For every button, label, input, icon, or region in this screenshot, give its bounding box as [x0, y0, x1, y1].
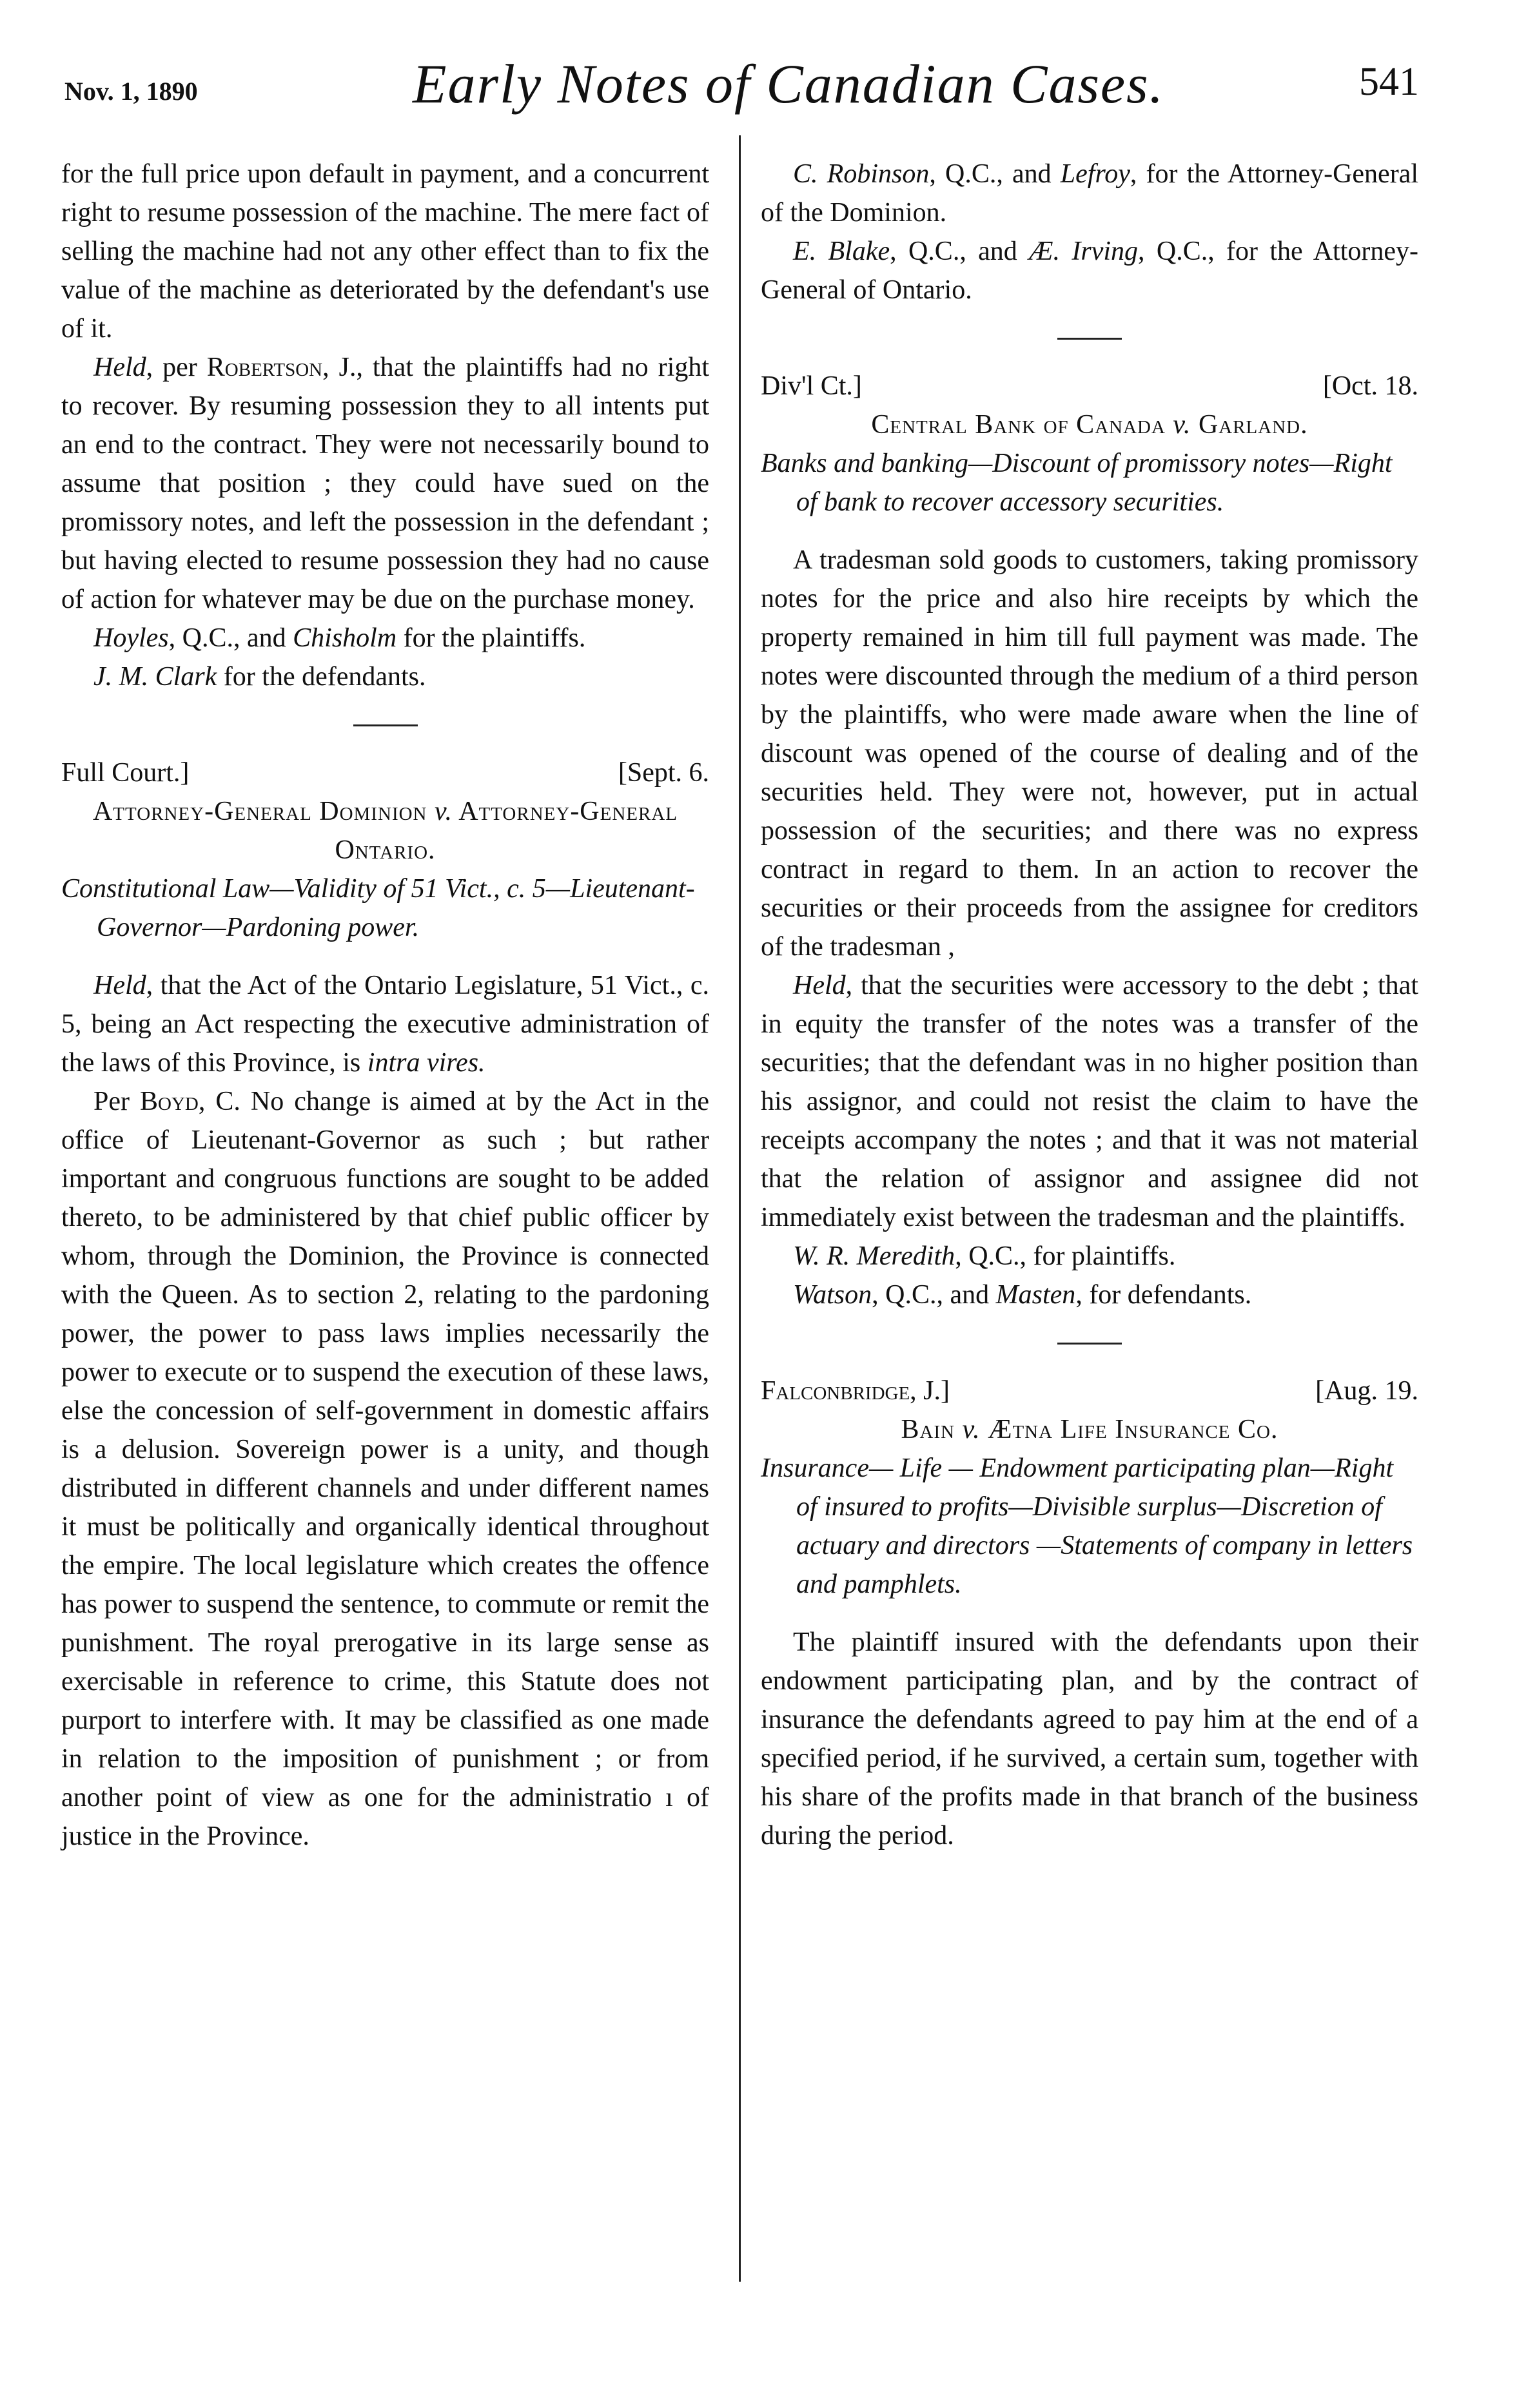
case-title	[761, 1410, 1418, 1449]
decision-date: [Sept. 6.	[618, 758, 709, 788]
counsel-line	[761, 1237, 1418, 1276]
facts-paragraph: The plaintiff insured with the defendants upon their endowment participating plan, and by the contract of insurance the defendants agreed to pay him at the end of a specified period, if he survived, a certain sum, together with his share of the profits made in that branch of the business during the period.	[761, 1627, 1418, 1850]
counsel-text: , Q.C., and	[872, 1280, 996, 1310]
holding-paragraph	[61, 966, 709, 1082]
party-name: Attorney-General Ontario.	[335, 797, 678, 865]
issue-date: Nov. 1, 1890	[64, 77, 198, 106]
versus: v.	[962, 1415, 981, 1444]
party-name: Garland.	[1191, 410, 1308, 440]
counsel-text: , for defendants.	[1075, 1280, 1252, 1310]
court-name: Full Court.]	[61, 758, 190, 788]
facts-paragraph: A tradesman sold goods to customers, taking promissory notes for the price and also hire receipts by which the property remained in him till full payment was made. The notes were discounted through the medium of a third person by the plaintiffs, who were made aware when the line of discount was opened of the course of dealing and of the securities held. They were not, however, put in actual possession of the securities; and there was no express contract in regard to them. In an action to recover the securities or their proceeds from the assignee for creditors of the tradesman ,	[761, 545, 1418, 962]
counsel-text: , for the Attorney-General of the Dominion.	[761, 159, 1418, 228]
holding-text: , J., that the plaintiffs had no right to recover. By resuming possession they to all intents put an end to the contract. They were not necessarily bound to assume that position ; they could have sued on the promissory notes, and left the possession in the defendant ; but having elected to resume possession they had no cause of action for whatever may be due on the purchase money.	[61, 353, 709, 614]
counsel-name: Watson	[793, 1280, 872, 1310]
court-line	[761, 1372, 1418, 1410]
counsel-text: for the defendants.	[217, 662, 426, 692]
section-separator	[353, 724, 418, 726]
decision-date: [Oct. 18.	[1322, 371, 1418, 401]
counsel-text: , Q.C., and	[168, 623, 293, 653]
counsel-name: C. Robinson	[793, 159, 930, 189]
section-separator	[1057, 1343, 1122, 1345]
counsel-name: W. R. Meredith	[793, 1241, 955, 1271]
headnote: Banks and banking—Discount of promissory notes—Right of bank to recover accessory securities.	[761, 449, 1393, 517]
party-name: Bain	[901, 1415, 963, 1444]
court-line	[61, 753, 709, 792]
held-per: , per	[146, 353, 207, 382]
counsel-name: Hoyles	[93, 623, 169, 653]
counsel-line	[61, 657, 709, 696]
section-separator	[1057, 338, 1122, 340]
left-column	[61, 155, 709, 1856]
continued-paragraph: for the full price upon default in payment, and a concurrent right to resume possession of the machine. The mere fact of selling the machine had not any other effect than to fix the value of the machine as deteriorated by the defendant's use of it.	[61, 159, 709, 344]
held-label: Held	[793, 971, 846, 1000]
decision-date: [Aug. 19.	[1315, 1376, 1418, 1406]
holding-paragraph	[61, 348, 709, 619]
judge-name: Robertson	[206, 353, 323, 382]
holding-text: , that the securities were accessory to the debt ; that in equity the transfer of the notes was a transfer of the securities; that the defendant was in no higher position than his assignor, and could not resist the claim to have the receipts accompany the notes ; and that it was not material that the relation of assignor and assignee did not immediately exist between the tradesman and the plaintiffs.	[761, 971, 1418, 1232]
counsel-name: Lefroy	[1060, 159, 1130, 189]
latin-phrase: intra vires.	[367, 1048, 485, 1078]
page-number: 541	[1359, 60, 1419, 104]
judgment-text: , C. No change is aimed at by the Act in the office of Lieutenant-Governor as such ; but rather important and congruous functions are sought to be added thereto, to be administered by that chief public officer by whom, through the Dominion, the Province is connected with the Queen. As to section 2, relating to the pardoning power, the power to pass laws implies necessarily the power to execute or to suspend the execution of these laws, else the concession of self-government in domestic affairs is a delusion. Sovereign power is a unity, and though distributed in different channels and under different names it must be politically and organically identical throughout the empire. The local legislature which creates the offence has power to suspend the sentence, to commute or remit the punishment. The royal prerogative in its large sense as exercisable in reference to crime, this Statute does not purport to interfere with. It may be classified as one made in relation to the imposition of punishment ; or from another point of view as one for the administratio ı of justice in the Province.	[61, 1087, 709, 1851]
counsel-line	[761, 155, 1418, 232]
court-line	[761, 367, 1418, 405]
per-label: Per	[93, 1087, 141, 1116]
holding-text: , that the Act of the Ontario Legislature, 51 Vict., c. 5, being an Act respecting the executive administration of the laws of this Province, is	[61, 971, 709, 1078]
counsel-line	[61, 619, 709, 657]
versus: v.	[434, 797, 453, 826]
court-name: Falconbridge, J.]	[761, 1376, 950, 1406]
counsel-text: , Q.C., for the Attorney-General of Ontario.	[761, 237, 1419, 305]
counsel-name: E. Blake	[793, 237, 890, 266]
page-header	[0, 0, 1537, 129]
party-name: Ætna Life Insurance Co.	[980, 1415, 1278, 1444]
counsel-name: Masten	[995, 1280, 1076, 1310]
holding-paragraph	[761, 966, 1418, 1237]
running-title: Early Notes of Canadian Cases.	[413, 53, 1165, 115]
counsel-name: J. M. Clark	[93, 662, 217, 692]
counsel-text: , Q.C., and	[890, 237, 1030, 266]
court-name: Div'l Ct.]	[761, 371, 862, 401]
headnote: Insurance— Life — Endowment participating plan—Right of insured to profits—Divisible surplus—Discretion of actuary and directors —Statements of company in letters and pamphlets.	[761, 1453, 1413, 1599]
headnote: Constitutional Law—Validity of 51 Vict., c. 5—Lieutenant-Governor—Pardoning power.	[61, 874, 695, 942]
right-column	[761, 155, 1418, 1855]
party-name: Attorney-General Dominion	[92, 797, 435, 826]
counsel-text: for the plaintiffs.	[396, 623, 586, 653]
counsel-text: , Q.C., for plaintiffs.	[955, 1241, 1176, 1271]
versus: v.	[1173, 410, 1191, 440]
case-title	[761, 405, 1418, 444]
held-label: Held	[93, 971, 146, 1000]
judgment-paragraph	[61, 1082, 709, 1856]
counsel-line	[761, 1276, 1418, 1314]
counsel-name: Æ. Irving	[1029, 237, 1139, 266]
column-divider	[739, 135, 741, 2282]
held-label: Held	[93, 353, 146, 382]
judge-name: Boyd	[140, 1087, 199, 1116]
counsel-text: , Q.C., and	[929, 159, 1061, 189]
counsel-line	[761, 232, 1418, 309]
counsel-name: Chisholm	[293, 623, 397, 653]
party-name: Central Bank of Canada	[871, 410, 1173, 440]
case-title	[61, 792, 709, 869]
